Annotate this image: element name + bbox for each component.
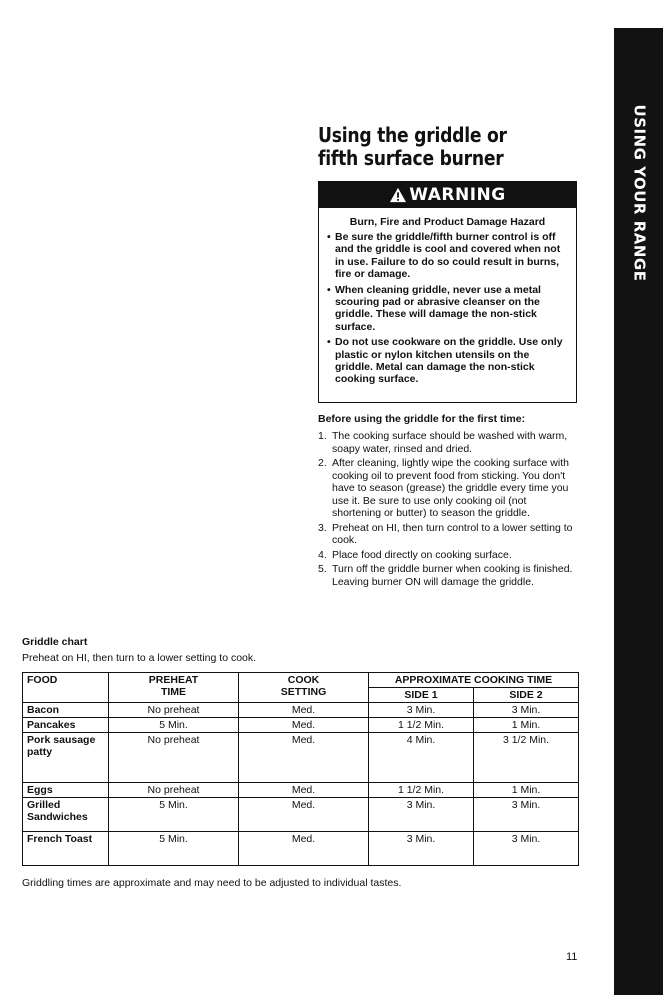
cell-setting: Med. — [239, 832, 369, 866]
warning-item: • When cleaning griddle, never use a metal scouring pad or abrasive cleanser on the griddle. These will damage the non-stick surface. — [327, 284, 570, 334]
chart-title: Griddle chart — [22, 636, 88, 648]
cell-setting: Med. — [239, 733, 369, 783]
page-number: 11 — [566, 951, 578, 963]
before-use-steps — [318, 430, 578, 590]
cell-side1: 4 Min. — [369, 733, 474, 783]
step-item — [318, 457, 578, 520]
chart-note: Griddling times are approximate and may need to be adjusted to individual tastes. — [22, 877, 402, 889]
step-text: Turn off the griddle burner when cooking is finished. Leaving burner ON will damage the griddle. — [332, 563, 573, 588]
before-use-heading: Before using the griddle for the first time: — [318, 413, 526, 425]
header-cook-top: COOK — [287, 674, 320, 686]
cell-preheat: 5 Min. — [109, 832, 239, 866]
warning-item: • Be sure the griddle/fifth burner control is off and the griddle is cool and covered when not in use. Failure to do so could result in burns, fire or damage. — [327, 231, 570, 281]
table-row — [23, 832, 579, 866]
step-number: 4. — [318, 548, 327, 561]
step-number: 5. — [318, 563, 327, 575]
header-side1: SIDE 1 — [369, 688, 474, 703]
warning-list — [319, 231, 576, 386]
cell-setting: Med. — [239, 798, 369, 832]
step-item — [318, 563, 578, 588]
step-item — [318, 522, 578, 547]
header-cook-bottom: SETTING — [280, 686, 327, 698]
cell-food: Pork sausage patty — [23, 733, 109, 783]
table-row — [23, 733, 579, 783]
cell-setting: Med. — [239, 703, 369, 718]
header-food: FOOD — [23, 673, 109, 703]
cell-food: Pancakes — [23, 718, 109, 733]
cell-side2: 3 Min. — [474, 703, 579, 718]
header-side2: SIDE 2 — [474, 688, 579, 703]
cell-preheat: 5 Min. — [109, 798, 239, 832]
cell-side1: 3 Min. — [369, 703, 474, 718]
table-row — [23, 718, 579, 733]
cell-side2: 3 Min. — [474, 832, 579, 866]
header-cook — [239, 673, 369, 703]
chart-subtitle: Preheat on HI, then turn to a lower setting to cook. — [22, 652, 257, 664]
cell-setting: Med. — [239, 718, 369, 733]
step-item — [318, 549, 578, 562]
warning-triangle-icon — [389, 187, 407, 203]
cell-side2: 1 Min. — [474, 783, 579, 798]
warning-box — [318, 181, 577, 403]
cell-side2: 3 Min. — [474, 798, 579, 832]
step-text: Place food directly on cooking surface. — [332, 548, 512, 561]
cell-side2: 1 Min. — [474, 718, 579, 733]
cell-side2: 3 1/2 Min. — [474, 733, 579, 783]
step-text: The cooking surface should be washed with warm, soapy water, rinsed and dried. — [332, 430, 568, 455]
header-preheat-bottom: TIME — [160, 686, 187, 698]
cell-side1: 1 1/2 Min. — [369, 783, 474, 798]
step-number: 2. — [318, 457, 327, 469]
cell-side1: 1 1/2 Min. — [369, 718, 474, 733]
side-tab-label: USING YOUR RANGE — [630, 104, 648, 282]
cell-food: French Toast — [23, 832, 109, 866]
cell-preheat: 5 Min. — [109, 718, 239, 733]
warning-subheading: Burn, Fire and Product Damage Hazard — [349, 216, 546, 228]
table-row — [23, 798, 579, 832]
warning-header-label: WARNING — [409, 185, 506, 205]
header-preheat-top: PREHEAT — [148, 674, 199, 686]
cell-preheat: No preheat — [109, 703, 239, 718]
cell-setting: Med. — [239, 783, 369, 798]
table-row — [23, 703, 579, 718]
page-title: Using the griddle or fifth surface burner — [318, 123, 507, 170]
step-item — [318, 430, 578, 455]
step-text: After cleaning, lightly wipe the cooking surface with cooking oil to prevent food from sticking. You don't have to season (grease) the griddle every time you use it. Be sure to use only cooking oil (not shortening or butter) to season the griddle. — [332, 457, 569, 519]
warning-header — [319, 182, 576, 208]
cell-food: Eggs — [23, 783, 109, 798]
step-number: 3. — [318, 521, 327, 534]
cell-preheat: No preheat — [109, 783, 239, 798]
step-text: Preheat on HI, then turn control to a lower setting to cook. — [332, 521, 573, 546]
step-number: 1. — [318, 430, 327, 442]
cell-side1: 3 Min. — [369, 798, 474, 832]
header-preheat — [109, 673, 239, 703]
side-tab-label-wrap — [621, 104, 657, 282]
cell-food: Grilled Sandwiches — [23, 798, 109, 832]
cell-side1: 3 Min. — [369, 832, 474, 866]
warning-item: • Do not use cookware on the griddle. Use only plastic or nylon kitchen utensils on the griddle. Metal can damage the non-stick cooking surface. — [327, 336, 570, 386]
header-approx: APPROXIMATE COOKING TIME — [369, 673, 579, 688]
table-row — [23, 783, 579, 798]
griddle-chart-table — [22, 672, 579, 866]
table-header-row — [23, 673, 579, 688]
cell-food: Bacon — [23, 703, 109, 718]
cell-preheat: No preheat — [109, 733, 239, 783]
